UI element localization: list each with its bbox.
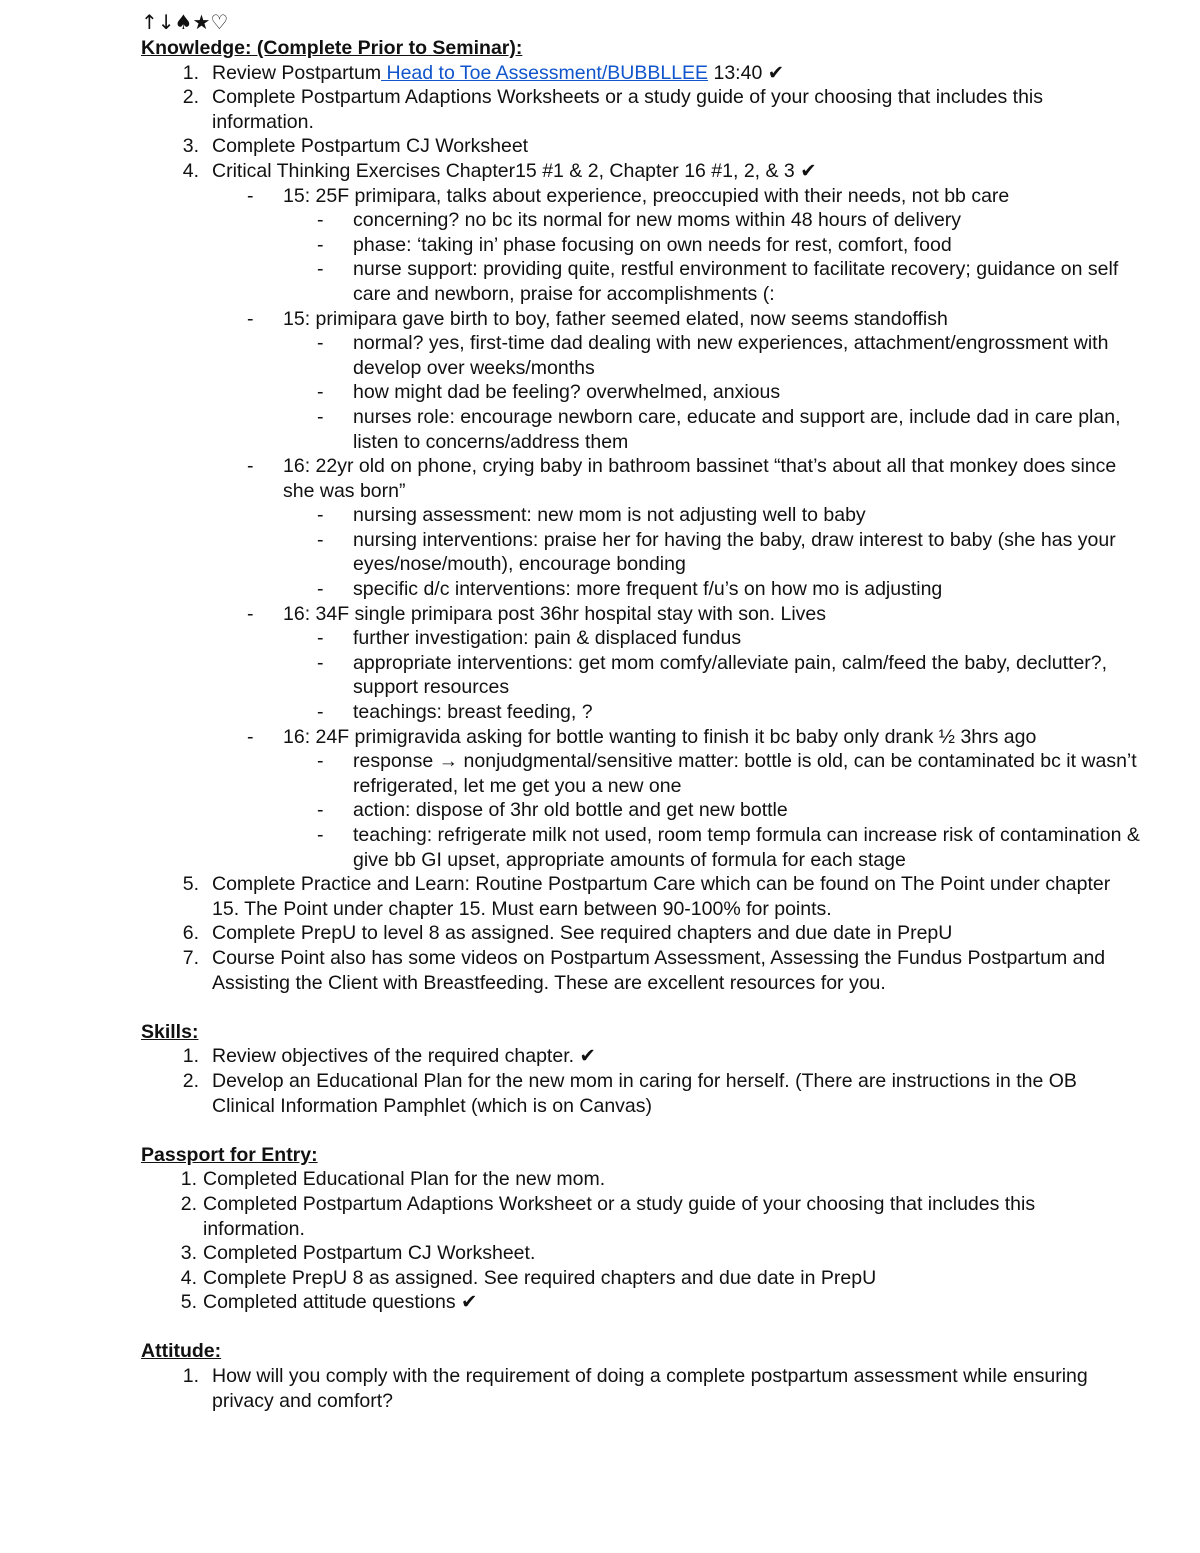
passport-section (141, 1143, 1141, 1315)
symbol-line: ↑↓♠★♡ (141, 10, 229, 34)
exercise-note: - phase: ‘taking in’ phase focusing on own needs for rest, comfort, food (317, 233, 952, 256)
exercise-note: - specific d/c interventions: more frequent f/u’s on how mo is adjusting (317, 578, 943, 601)
exercise-note: - nurse support: providing quite, restful environment to facilitate recovery; guidance on self care and newborn, praise for accomplishments (: (317, 258, 1119, 305)
list-item: 3. Complete Postpartum CJ Worksheet (141, 134, 1141, 159)
list-item: 1. Review Postpartum Head to Toe Assessment/BUBBLLEE 13:40 ✔ (141, 61, 1141, 86)
item-number: 7. (182, 946, 199, 969)
exercise-note: - normal? yes, first-time dad dealing with new experiences, attachment/engrossment with develop over weeks/months (317, 332, 1109, 379)
passport-heading: Passport for Entry: (141, 1143, 318, 1166)
document-page (141, 8, 1141, 1413)
exercise-item: - 15: 25F primipara, talks about experience, preoccupied with their needs, not bb care (247, 184, 1010, 207)
knowledge-list (141, 61, 1141, 184)
dash-bullet: - (317, 824, 324, 846)
dash-bullet: - (247, 455, 254, 478)
exercise-note: - concerning? no bc its normal for new moms within 48 hours of delivery (317, 209, 962, 232)
spacer (141, 1118, 1141, 1143)
item-number: 5. (180, 1291, 197, 1314)
attitude-list (141, 1364, 1141, 1413)
head-to-toe-assessment-link[interactable]: Head to Toe Assessment/BUBBLLEE (381, 61, 709, 84)
exercise-note: - how might dad be feeling? overwhelmed, anxious (317, 381, 781, 404)
dash-bullet: - (317, 504, 324, 527)
skills-list (141, 1044, 1141, 1118)
list-item: 5. Complete Practice and Learn: Routine Postpartum Care which can be found on The Point under chapter 15. The Point under chapter 15. Must earn between 90-100% for points. (141, 872, 1141, 921)
exercise-note: - teaching: refrigerate milk not used, room temp formula can increase risk of contamination & give bb GI upset, appropriate amounts of formula for each stage (317, 824, 1140, 871)
dash-bullet: - (317, 258, 324, 281)
list-item: 1. How will you comply with the requirement of doing a complete postpartum assessment while ensuring privacy and comfort? (141, 1364, 1141, 1413)
item-number: 6. (182, 922, 199, 945)
dash-bullet: - (317, 651, 324, 674)
knowledge-section (141, 36, 1141, 995)
item-number: 2. (182, 1069, 199, 1092)
item-number: 1. (182, 1365, 199, 1388)
exercise-item: - 16: 34F single primipara post 36hr hospital stay with son. Lives (247, 602, 827, 625)
list-item: 2. Completed Postpartum Adaptions Worksheet or a study guide of your choosing that includes this information. (141, 1192, 1141, 1241)
dash-bullet: - (317, 332, 324, 355)
spacer (141, 1315, 1141, 1340)
list-item: 7. Course Point also has some videos on Postpartum Assessment, Assessing the Fundus Postpartum and Assisting the Client with Breastfeeding. These are excellent resources for you. (141, 946, 1141, 995)
exercise-note: - teachings: breast feeding, ? (317, 701, 593, 724)
knowledge-list-continued (141, 872, 1141, 995)
list-item: 6. Complete PrepU to level 8 as assigned. See required chapters and due date in PrepU (141, 921, 1141, 946)
dash-bullet: - (247, 307, 254, 330)
item-number: 2. (180, 1192, 197, 1215)
item-number: 5. (182, 873, 199, 896)
attitude-heading: Attitude: (141, 1340, 222, 1363)
knowledge-heading: Knowledge: (Complete Prior to Seminar): (141, 37, 523, 59)
item-number: 1. (180, 1168, 197, 1191)
list-item: 1. Completed Educational Plan for the new mom. (141, 1167, 1141, 1192)
dash-bullet: - (317, 799, 324, 822)
exercise-note: - further investigation: pain & displaced fundus (317, 627, 742, 650)
attitude-section (141, 1339, 1141, 1413)
list-item: 4. Critical Thinking Exercises Chapter15 #1 & 2, Chapter 16 #1, 2, & 3 ✔ (141, 159, 1141, 184)
dash-bullet: - (247, 602, 254, 625)
dash-bullet: - (317, 233, 324, 256)
check-icon: ✔ (461, 1290, 478, 1314)
item-number: 4. (180, 1266, 197, 1289)
skills-heading: Skills: (141, 1020, 199, 1043)
dash-bullet: - (317, 528, 324, 551)
dash-bullet: - (247, 184, 254, 207)
exercise-note: - nursing interventions: praise her for having the baby, draw interest to baby (she has your eyes/nose/mouth), encourage bonding (317, 528, 1116, 576)
exercise-notes (141, 184, 1141, 873)
item-number: 3. (180, 1242, 197, 1265)
list-item: 5. Completed attitude questions ✔ (141, 1290, 1141, 1315)
exercise-item: - 16: 24F primigravida asking for bottle wanting to finish it bc baby only drank ½ 3hrs ago (247, 725, 1037, 748)
check-icon: ✔ (767, 60, 785, 84)
list-item: 1. Review objectives of the required chapter. ✔ (141, 1044, 1141, 1069)
item-number: 1. (182, 1045, 199, 1068)
dash-bullet: - (247, 725, 254, 748)
exercise-item: - 16: 22yr old on phone, crying baby in bathroom bassinet “that’s about all that monkey does since she was born” (247, 455, 1117, 502)
exercise-note: - nursing assessment: new mom is not adjusting well to baby (317, 504, 866, 527)
exercise-item: - 15: primipara gave birth to boy, father seemed elated, now seems standoffish (247, 307, 948, 330)
dash-bullet: - (317, 405, 324, 428)
list-item: 2. Complete Postpartum Adaptions Worksheets or a study guide of your choosing that includes this information. (141, 85, 1141, 134)
dash-bullet: - (317, 701, 324, 724)
item-number: 2. (182, 86, 199, 109)
dash-bullet: - (317, 209, 324, 232)
item-number: 4. (182, 159, 199, 182)
skills-section (141, 1020, 1141, 1118)
item-number: 3. (182, 135, 199, 158)
list-item: 3. Completed Postpartum CJ Worksheet. (141, 1241, 1141, 1266)
dash-bullet: - (317, 578, 324, 601)
exercise-note: - response → nonjudgmental/sensitive matter: bottle is old, can be contaminated bc it wasn’t refrigerated, let me get you a new one (317, 750, 1137, 797)
dash-bullet: - (317, 627, 324, 650)
check-icon: ✔ (800, 158, 817, 182)
list-item: 2. Develop an Educational Plan for the new mom in caring for herself. (There are instructions in the OB Clinical Information Pamphlet (which is on Canvas) (141, 1069, 1141, 1118)
passport-list (141, 1167, 1141, 1315)
exercise-note: - action: dispose of 3hr old bottle and get new bottle (317, 799, 788, 822)
list-item: 4. Complete PrepU 8 as assigned. See required chapters and due date in PrepU (141, 1266, 1141, 1291)
spacer (141, 995, 1141, 1020)
check-icon: ✔ (579, 1044, 596, 1068)
exercise-note: - nurses role: encourage newborn care, educate and support are, include dad in care plan, listen to concerns/address them (317, 405, 1121, 453)
dash-bullet: - (317, 750, 324, 773)
item-number: 1. (182, 61, 199, 84)
exercise-note: - appropriate interventions: get mom comfy/alleviate pain, calm/feed the baby, declutter?, support resources (317, 651, 1108, 699)
dash-bullet: - (317, 381, 324, 404)
